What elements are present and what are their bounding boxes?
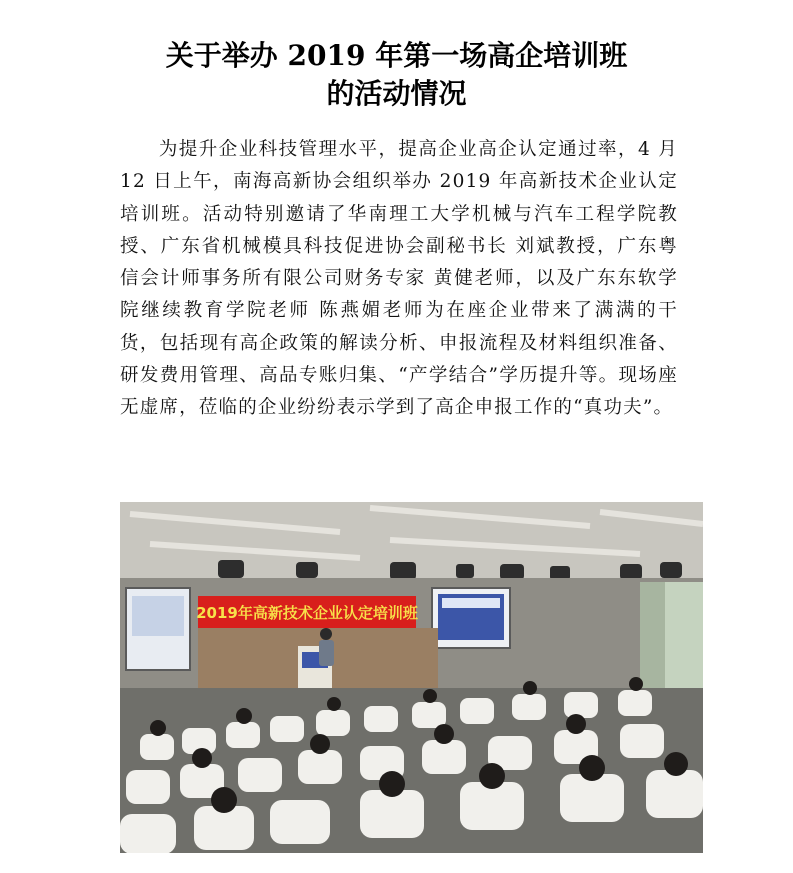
photo-illustration [120, 502, 703, 853]
training-session-photo [120, 502, 703, 853]
title-line-1: 关于举办 2019 年第一场高企培训班 [165, 38, 628, 72]
article-title [0, 37, 793, 113]
banner-text: 2019年高新技术企业认定培训班 [196, 604, 418, 622]
article-body: 为提升企业科技管理水平，提高企业高企认定通过率，4 月 12 日上午，南海高新协会组织举办 2019 年高新技术企业认定培训班。活动特别邀请了华南理工大学机械与汽车工程学院教授、广东省机械模具科技促进协会副秘书长 刘斌教授，广东粤信会计师事务所有限公司财务专家 黄健老师，以及广东东软学院继续教育学院老师 陈燕媚老师为在座企业带来了满满的干货，包括现有高企政策的解读分析、申报流程及材料组织准备、研发费用管理、高品专账归集、“产学结合”学历提升等。现场座无虚席，莅临的企业纷纷表示学到了高企申报工作的“真功夫”。 [120, 139, 678, 419]
title-line-2: 的活动情况 [326, 76, 467, 110]
